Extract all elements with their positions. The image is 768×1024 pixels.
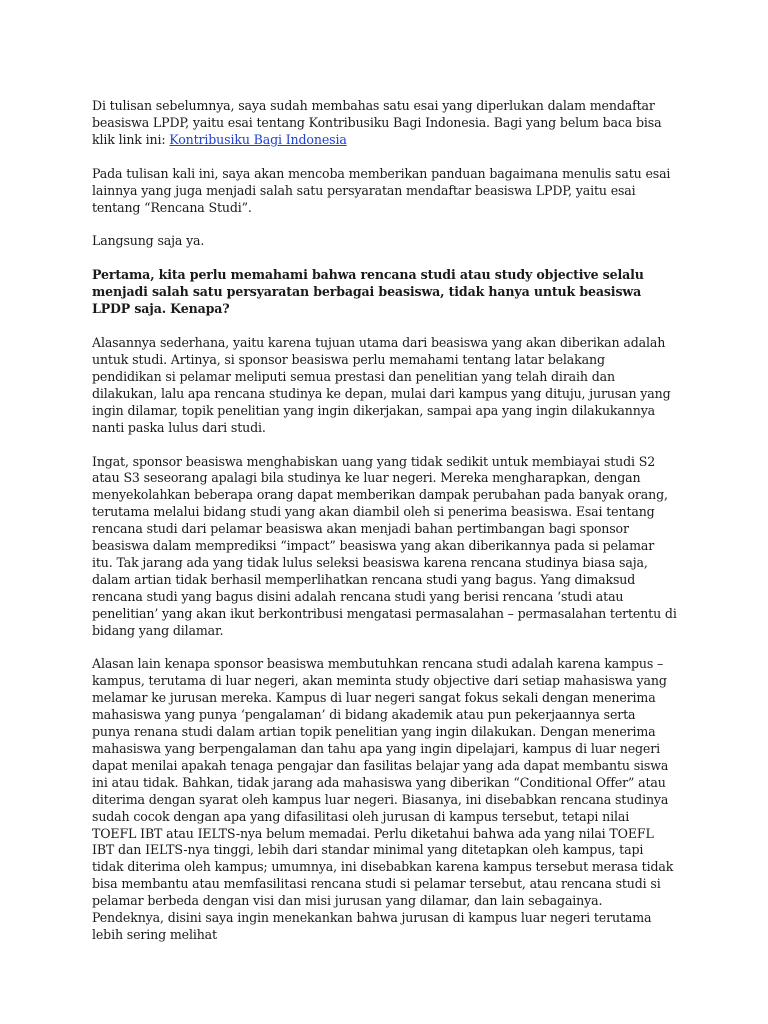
paragraph-intro-text: Di tulisan sebelumnya, saya sudah membahas satu esai yang diperlukan dalam mendaftar beasiswa LPDP, yaitu esai tentang Kontribusiku Bagi Indonesia. Bagi yang belum baca bisa klik link ini: [92,98,662,147]
paragraph-purpose: Pada tulisan kali ini, saya akan mencoba memberikan panduan bagaimana menulis satu esai lainnya yang juga menjadi salah satu persyaratan mendaftar beasiswa LPDP, yaitu esai tentang “Rencana Studi”. [92,165,671,215]
paragraph-reason: Alasannya sederhana, yaitu karena tujuan utama dari beasiswa yang akan diberikan adalah untuk studi. Artinya, si sponsor beasiswa perlu memahami tentang latar belakang pendidikan si pelamar meliputi semua prestasi dan penelitian yang telah diraih dan dilakukan, lalu apa rencana studinya ke depan, mulai dari kampus yang dituju, jurusan yang ingin dilamar, topik penelitian yang ingin dikerjakan, sampai apa yang ingin dilakukannya nanti paska lulus dari studi. [92,335,671,435]
paragraph-campus: Alasan lain kenapa sponsor beasiswa membutuhkan rencana studi adalah karena kampus – kampus, terutama di luar negeri, akan meminta study objective dari setiap mahasiswa yang melamar ke jurusan mereka. Kampus di luar negeri sangat fokus sekali dengan menerima mahasiswa yang punya ‘pengalaman’ di bidang akademik atau pun pekerjaannya serta punya renana studi dalam artian topik penelitian yang ingin dilakukan. Dengan menerima mahasiswa yang berpengalaman dan tahu apa yang ingin dipelajari, kampus di luar negeri dapat menilai apakah tenaga pengajar dan fasilitas belajar yang ada dapat membantu siswa ini atau tidak. Bahkan, tidak jarang ada mahasiswa yang diberikan “Conditional Offer” atau diterima dengan syarat oleh kampus luar negeri. Biasanya, ini disebabkan rencana studinya sudah cocok dengan apa yang difasilitasi oleh jurusan di kampus tersebut, tetapi nilai TOEFL IBT atau IELTS-nya belum memadai. Perlu diketahui bahwa ada yang nilai TOEFL IBT dan IELTS-nya tinggi, lebih dari standar minimal yang ditetapkan oleh kampus, tapi tidak diterima oleh kampus; umumnya, ini disebabkan karena kampus tersebut merasa tidak bisa membantu atau memfasilitasi rencana studi si pelamar tersebut, atau rencana studi si pelamar berbeda dengan visi dan misi jurusan yang dilamar, dan lain sebagainya. Pendeknya, disini saya ingin menekankan bahwa jurusan di kampus luar negeri terutama lebih sering melihat [92,656,674,942]
paragraph-intro [92,98,677,149]
paragraph-sponsor: Ingat, sponsor beasiswa menghabiskan uang yang tidak sedikit untuk membiayai studi S2 atau S3 seseorang apalagi bila studinya ke luar negeri. Mereka mengharapkan, dengan menyekolahkan beberapa orang dapat memberikan dampak perubahan pada banyak orang, terutama melalui bidang studi yang akan diambil oleh si penerima beasiswa. Esai tentang rencana studi dari pelamar beasiswa akan menjadi bahan pertimbangan bagi sponsor beasiswa dalam memprediksi “impact” beasiswa yang akan diberikannya pada si pelamar itu. Tak jarang ada yang tidak lulus seleksi beasiswa karena rencana studinya biasa saja, dalam artian tidak berhasil memperlihatkan rencana studi yang bagus. Yang dimaksud rencana studi yang bagus disini adalah rencana studi yang berisi rencana ‘studi atau penelitian’ yang akan ikut berkontribusi mengatasi permasalahan – permasalahan tertentu di bidang yang dilamar. [92,453,677,638]
kontribusiku-link[interactable]: Kontribusiku Bagi Indonesia [169,131,347,147]
paragraph-transition: Langsung saja ya. [92,233,205,249]
paragraph-bold-question: Pertama, kita perlu memahami bahwa rencana studi atau study objective selalu menjadi salah satu persyaratan berbagai beasiswa, tidak hanya untuk beasiswa LPDP saja. Kenapa? [92,267,644,317]
document-body [92,98,677,961]
